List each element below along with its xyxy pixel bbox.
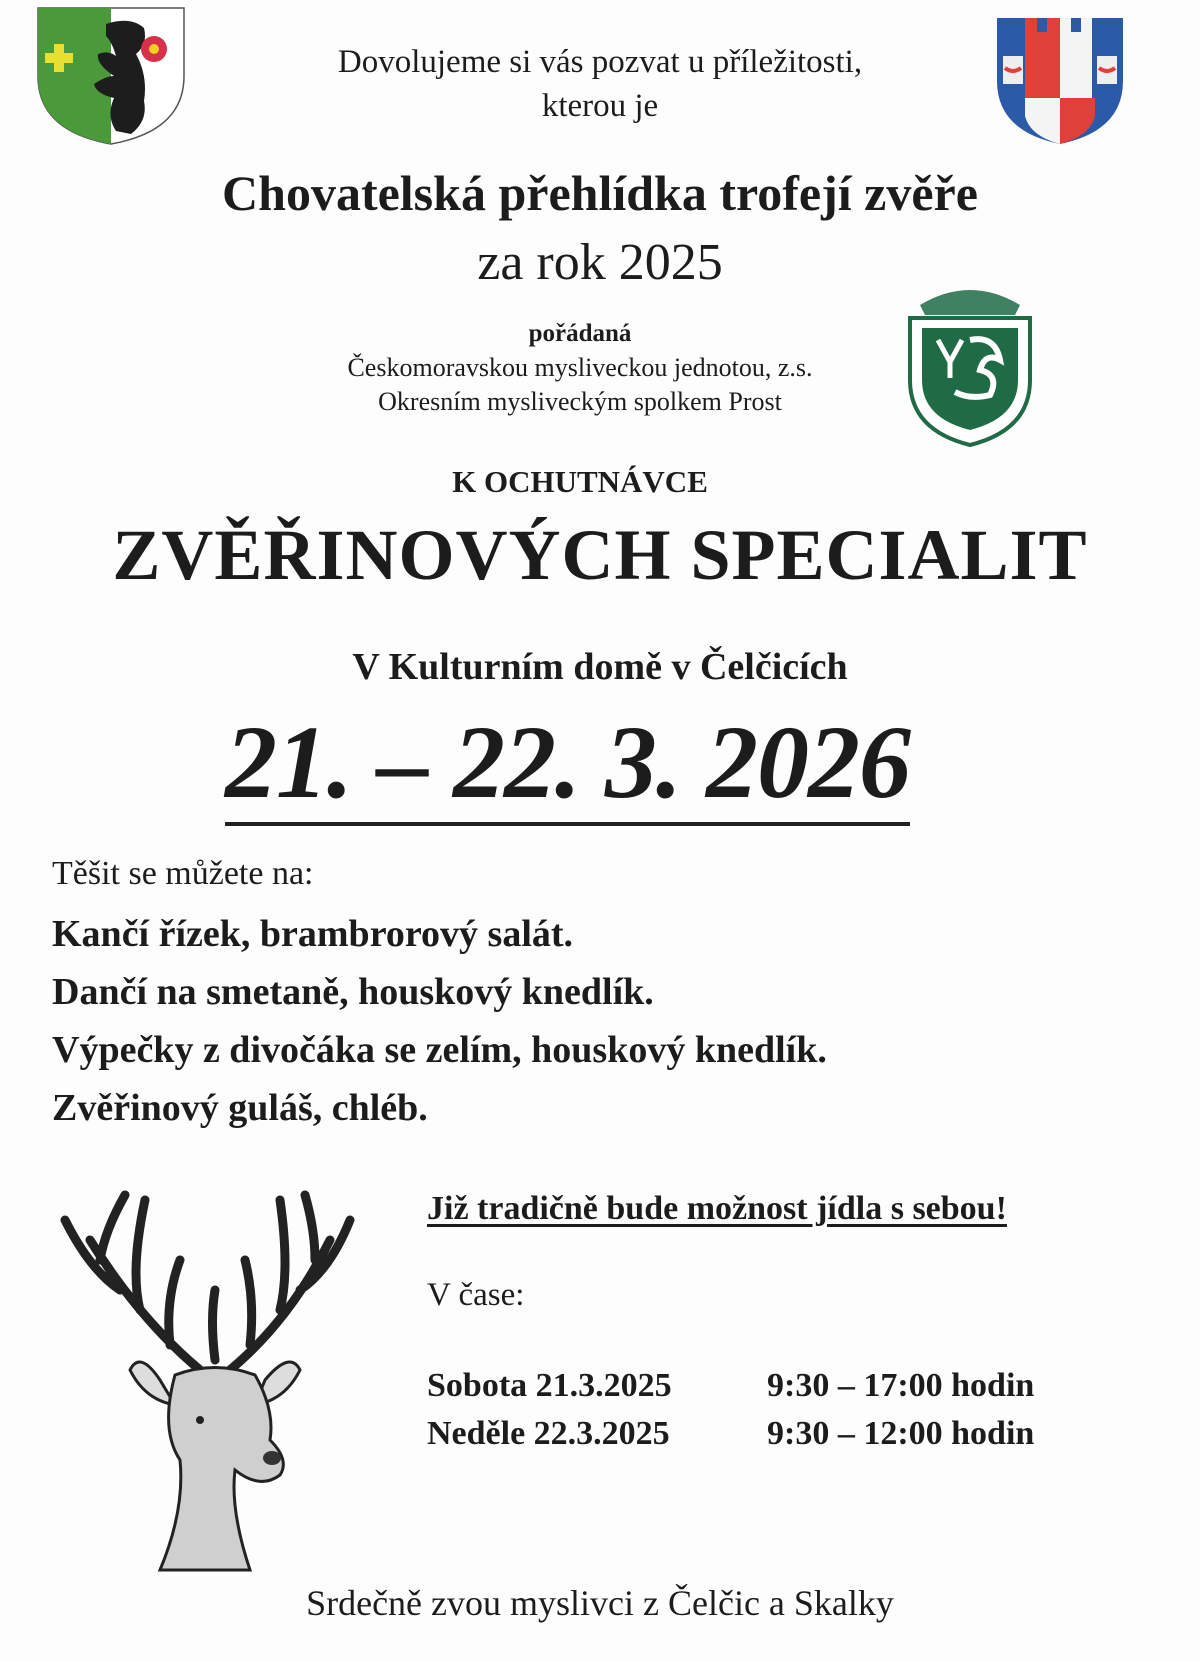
intro-line-2: kterou je <box>541 88 659 124</box>
event-year: za rok 2025 <box>477 234 723 291</box>
coat-of-arms-right <box>995 16 1125 146</box>
specialties-heading: ZVĚŘINOVÝCH SPECIALIT <box>112 515 1088 595</box>
organizer-line-2: Okresním mysliveckým spolkem Prost <box>378 387 782 416</box>
event-date: 21. – 22. 3. 2026 <box>225 708 910 826</box>
coat-of-arms-left <box>36 6 186 146</box>
cmj-emblem <box>900 280 1040 450</box>
schedule-day: Neděle 22.3.2025 <box>427 1415 670 1452</box>
organizer-label: pořádaná <box>528 320 632 347</box>
tasting-label: K OCHUTNÁVCE <box>452 464 708 499</box>
schedule-day: Sobota 21.3.2025 <box>427 1367 672 1404</box>
menu-item: Zvěřinový guláš, chléb. <box>52 1087 428 1129</box>
footer-invitation: Srdečně zvou myslivci z Čelčic a Skalky <box>306 1583 894 1623</box>
stag-head-illustration <box>50 1170 370 1580</box>
intro-text <box>250 40 950 128</box>
schedule-row <box>427 1367 1034 1405</box>
rose-icon <box>141 36 167 62</box>
schedule-row <box>427 1415 1034 1453</box>
takeaway-notice: Již tradičně bude možnost jídla s sebou! <box>427 1190 1007 1227</box>
time-label: V čase: <box>427 1277 525 1313</box>
menu-item: Dančí na smetaně, houskový knedlík. <box>52 971 654 1013</box>
menu-item: Výpečky z divočáka se zelím, houskový knedlík. <box>52 1029 827 1071</box>
schedule-hours: 9:30 – 12:00 hodin <box>767 1415 1035 1452</box>
event-title: Chovatelská přehlídka trofejí zvěře <box>222 165 978 221</box>
venue: V Kulturním domě v Čelčicích <box>352 646 848 688</box>
menu-item: Kančí řízek, brambrorový salát. <box>52 913 574 955</box>
menu-intro: Těšit se můžete na: <box>52 855 314 892</box>
organizer-line-1: Českomoravskou mysliveckou jednotou, z.s. <box>347 353 813 382</box>
intro-line-1: Dovolujeme si vás pozvat u příležitosti, <box>337 44 863 80</box>
schedule-hours: 9:30 – 17:00 hodin <box>767 1367 1035 1404</box>
